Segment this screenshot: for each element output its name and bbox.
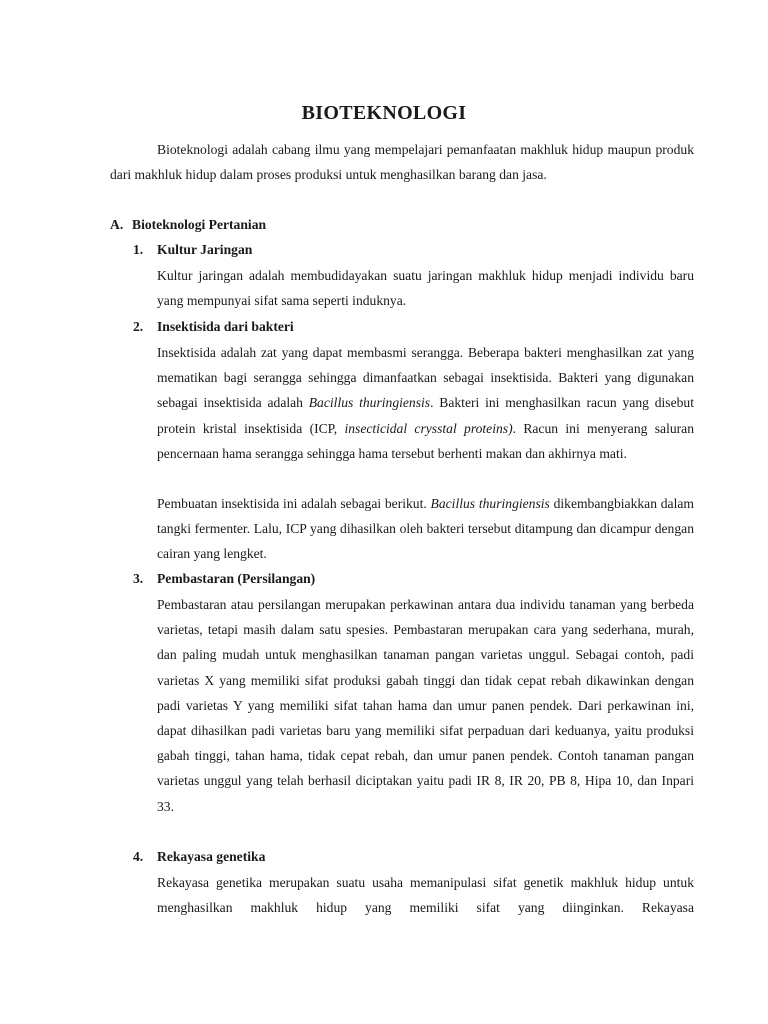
section-heading-a: [110, 212, 266, 237]
text-run: Insektisida adalah zat yang dapat membasmi serangga. Beberapa bakteri menghasilkan zat yang mematikan bagi serangga sehingga dimanfaatkan sebagai insektisida. Bakteri yang digunakan sebagai insektisida adalah: [157, 345, 694, 411]
species-name: Bacillus thuringiensis: [430, 496, 550, 511]
paragraph-insektisida-2: [157, 491, 694, 567]
subheading-number: 2.: [133, 319, 144, 334]
paragraph-kultur-jaringan: Kultur jaringan adalah membudidayakan suatu jaringan makhluk hidup menjadi individu baru yang mempunyai sifat sama seperti induknya.: [157, 268, 694, 309]
subheading-insektisida: [133, 314, 294, 339]
section-marker: A.: [110, 217, 124, 232]
subheading-title: Kultur Jaringan: [157, 242, 253, 257]
subheading-title: Insektisida dari bakteri: [157, 319, 294, 334]
document-title: BIOTEKNOLOGI: [301, 102, 467, 124]
section-title: Bioteknologi Pertanian: [132, 217, 267, 232]
text-run: dikembangbiakkan dalam tangki fermenter. Lalu, ICP yang dihasilkan oleh bakteri tersebut ditampung dan dicampur dengan cairan yang lengket.: [157, 496, 694, 562]
subheading-title: Pembastaran (Persilangan): [157, 571, 316, 586]
subheading-kultur-jaringan: [133, 237, 252, 262]
paragraph-pembastaran: Pembastaran atau persilangan merupakan perkawinan antara dua individu tanaman yang berbeda varietas, tetapi masih dalam satu spesies. Pembastaran merupakan cara yang sederhana, murah, dan paling mudah untuk menghasilkan tanaman pangan varietas unggul. Sebagai contoh, padi varietas X yang memiliki sifat produksi gabah tinggi dan tidak cepat rebah dikawinkan dengan padi varietas Y yang memiliki sifat tahan hama dan umur panen pendek. Dari perkawinan ini, dapat dihasilkan padi varietas baru yang memiliki sifat perpaduan dari keduanya, yaitu produksi gabah tinggi, tahan hama, tidak cepat rebah, dan umur panen pendek. Contoh tanaman pangan varietas unggul yang telah berhasil diciptakan yaitu padi IR 8, IR 20, PB 8, Hipa 10, dan Inpari 33.: [157, 597, 694, 814]
term-italic: insecticidal crysstal proteins): [344, 420, 513, 436]
subheading-number: 3.: [133, 571, 144, 586]
paragraph-rekayasa-genetika: Rekayasa genetika merupakan suatu usaha memanipulasi sifat genetik makhluk hidup untuk menghasilkan makhluk hidup yang memiliki sifat yang diinginkan. Rekayasa: [157, 875, 694, 916]
subheading-number: 4.: [133, 849, 144, 864]
text-run: . Bakteri ini menghasilkan racun yang disebut protein kristal insektisida (ICP,: [157, 395, 694, 436]
subheading-number: 1.: [133, 242, 144, 257]
paragraph-insektisida-1: [157, 340, 694, 466]
subheading-title: Rekayasa genetika: [157, 849, 266, 864]
subheading-rekayasa-genetika: [133, 844, 265, 869]
intro-paragraph: Bioteknologi adalah cabang ilmu yang mempelajari pemanfaatan makhluk hidup maupun produk dari makhluk hidup dalam proses produksi untuk menghasilkan barang dan jasa.: [110, 142, 694, 183]
text-run: Pembuatan insektisida ini adalah sebagai berikut.: [157, 496, 431, 511]
species-name: Bacillus thuringiensis: [308, 395, 431, 411]
subheading-pembastaran: [133, 566, 315, 591]
text-run: . Racun ini menyerang saluran pencernaan hama serangga sehingga hama tersebut berhenti makan dan akhirnya mati.: [157, 420, 694, 461]
